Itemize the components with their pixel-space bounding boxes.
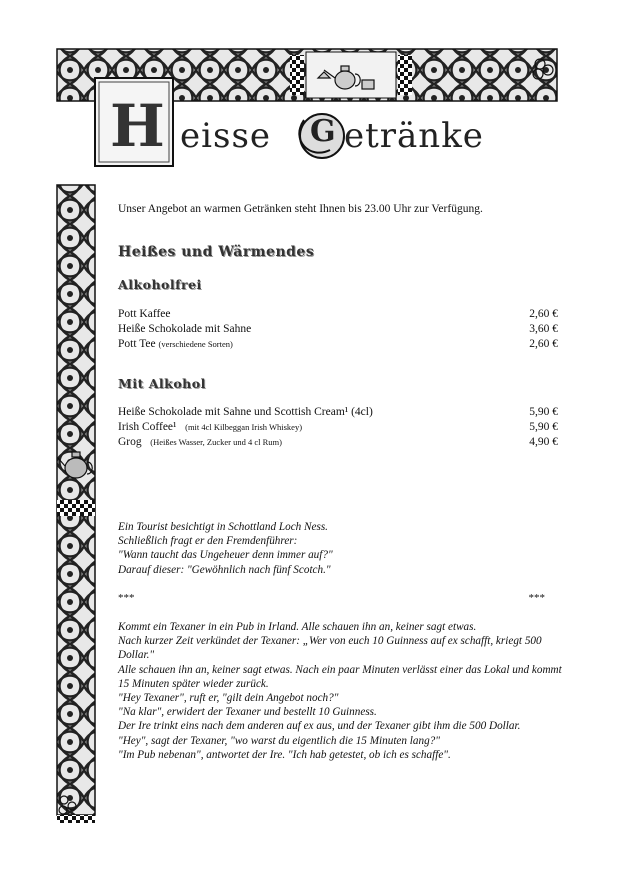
item-note: (mit 4cl Kilbeggan Irish Whiskey) (185, 422, 303, 432)
intro-text: Unser Angebot an warmen Getränken steht Ihnen bis 23.00 Uhr zur Verfügung. (118, 203, 483, 215)
item-name: Heiße Schokolade mit Sahne (118, 323, 252, 335)
item-price: 5,90 € (529, 406, 558, 418)
separator-left: *** (118, 592, 135, 604)
joke-line: "Wann taucht das Ungeheuer denn immer auf?" (118, 549, 333, 562)
item-name: Irish Coffee¹ (118, 421, 177, 433)
section-heading: Heißes und Wärmendes (118, 244, 315, 260)
joke-line: Der Ire trinkt eins nach dem anderen auf ex aus, und der Texaner gibt ihm die 500 Dollar. (118, 720, 521, 733)
joke-line: Kommt ein Texaner in ein Pub in Irland. Alle schauen ihn an, keiner sagt etwas. (118, 621, 477, 633)
menu-item (118, 405, 558, 420)
item-name: Heiße Schokolade mit Sahne und Scottish Cream¹ (4cl) (118, 406, 373, 418)
item-price: 2,60 € (529, 308, 558, 320)
title-initial-g: G (310, 114, 337, 149)
group-heading-mit-alkohol: Mit Alkohol (118, 376, 206, 391)
item-price: 3,60 € (529, 323, 558, 335)
menu-item (118, 337, 558, 352)
joke-line: "Hey Texaner", ruft er, "gilt dein Angebot noch?" (118, 692, 339, 705)
joke-texaner (118, 620, 573, 762)
joke-line: Darauf dieser: "Gewöhnlich nach fünf Scotch." (118, 563, 331, 576)
menu-list-alkoholfrei (118, 307, 558, 352)
item-name: Pott Tee (118, 338, 156, 350)
menu-item (118, 322, 558, 337)
joke-line: Alle schauen ihn an, keiner sagt etwas. Nach ein paar Minuten verlässt einer das Lokal und kommt 15 Minuten später wieder zurück. (118, 663, 562, 690)
menu-item (118, 307, 558, 322)
joke-loch-ness (118, 520, 573, 577)
item-price: 2,60 € (529, 338, 558, 350)
separator (118, 592, 545, 604)
joke-line: Schließlich fragt er den Fremdenführer: (118, 535, 298, 548)
joke-line: "Hey", sagt der Texaner, "wo warst du eigentlich die 15 Minuten lang?" (118, 734, 440, 747)
menu-list-mit-alkohol (118, 405, 558, 450)
title-word-eisse: eisse (180, 116, 272, 156)
title-word-getraenke: etränke (344, 116, 484, 156)
item-price: 5,90 € (529, 421, 558, 433)
item-note: (Heißes Wasser, Zucker und 4 cl Rum) (150, 437, 282, 447)
item-name: Grog (118, 436, 142, 448)
menu-item (118, 420, 558, 435)
menu-item (118, 435, 558, 450)
joke-line: Ein Tourist besichtigt in Schottland Loch Ness. (118, 521, 328, 533)
group-heading-alkoholfrei: Alkoholfrei (118, 277, 202, 292)
item-name: Pott Kaffee (118, 308, 171, 320)
joke-line: "Na klar", erwidert der Texaner und bestellt 10 Guinness. (118, 706, 377, 719)
joke-line: Nach kurzer Zeit verkündet der Texaner: „Wer von euch 10 Guinness auf ex schafft, kriegt 500 Dollar." (118, 635, 542, 662)
separator-right: *** (528, 592, 545, 604)
joke-line: "Im Pub nebenan", antwortet der Ire. "Ich hab getestet, ob ich es schaffe". (118, 748, 451, 761)
title-initial-h: H (110, 92, 166, 160)
item-price: 4,90 € (529, 436, 558, 448)
item-note: (verschiedene Sorten) (158, 339, 233, 349)
